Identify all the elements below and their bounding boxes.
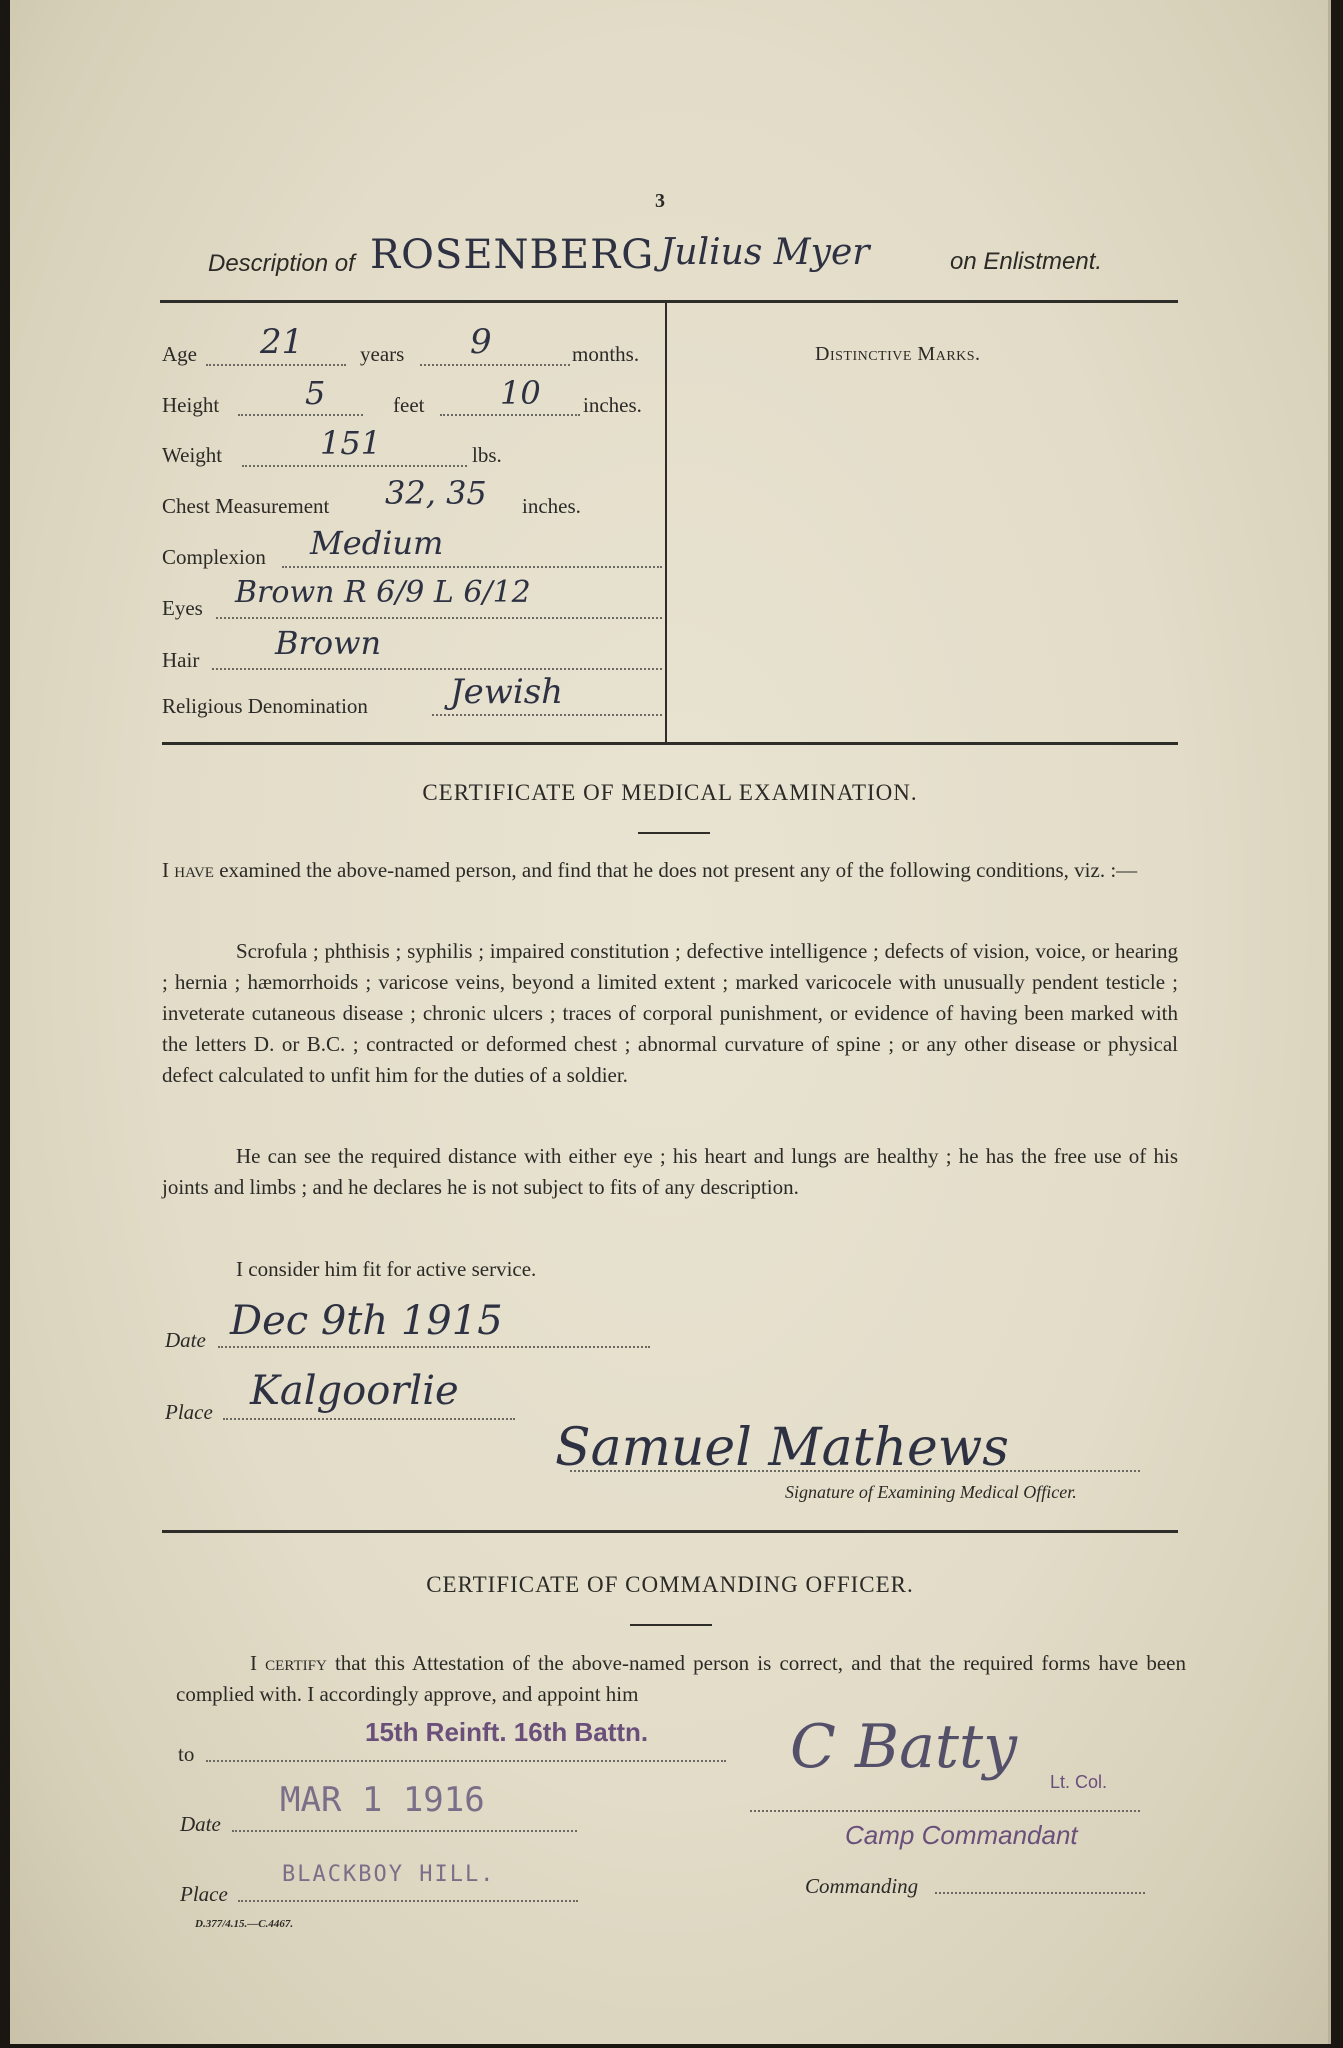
medical-para-2: Scrofula ; phthisis ; syphilis ; impaired constitution ; defective intelligence ; defects of vision, voice, or hearing ; hernia ; hæmorrhoids ; varicose veins, beyond a limited extent ; marked varicocele with unusually pendent testicle ; inveterate cutaneous disease ; chronic ulcers ; traces of corporal punishment, or evidence of having been marked with the letters D. or B.C. ; contracted or deformed chest ; abnormal curvature of spine ; or any other disease or physical defect calculated to unfit him for the duties of a soldier. — [162, 939, 1178, 1087]
medical-para-1-lead: I have — [162, 858, 214, 882]
complexion-label: Complexion — [162, 545, 266, 569]
given-names: Julius Myer — [660, 232, 870, 273]
medical-place-value: Kalgoorlie — [250, 1368, 459, 1414]
commanding-to-label: to — [178, 1742, 195, 1766]
years-label: years — [360, 342, 405, 366]
chest-value: 32, 35 — [385, 474, 487, 512]
hair-label: Hair — [162, 648, 200, 672]
age-label: Age — [162, 342, 197, 366]
commanding-para-lead: I certify — [250, 1651, 327, 1675]
religion-label: Religious Denomination — [162, 694, 368, 718]
description-suffix: on Enlistment. — [950, 248, 1103, 275]
commanding-date-value: MAR 1 1916 — [280, 1780, 485, 1820]
chest-inches-label: inches. — [522, 494, 581, 518]
attestation-page — [10, 0, 1331, 2044]
age-months: 9 — [470, 322, 492, 362]
eyes-value: Brown R 6/9 L 6/12 — [235, 575, 531, 610]
commanding-place-label: Place — [180, 1882, 228, 1906]
age-years: 21 — [260, 322, 304, 362]
commanding-to-value: 15th Reinft. 16th Battn. — [365, 1717, 649, 1747]
commanding-heading-underline — [630, 1624, 712, 1626]
medical-date-label: Date — [165, 1328, 206, 1352]
distinctive-marks-label: Distinctive Marks. — [815, 343, 981, 365]
table-bottom-rule — [162, 742, 1178, 745]
section-rule — [162, 1530, 1178, 1533]
weight-value: 151 — [320, 424, 382, 462]
medical-heading-underline — [638, 832, 710, 834]
medical-place-label: Place — [165, 1400, 213, 1424]
page-number: 3 — [655, 190, 665, 212]
commanding-para-text: that this Attestation of the above-named person is correct, and that the required forms have been complied with. I accordingly approve, and appoint him — [176, 1651, 1186, 1706]
commanding-heading: CERTIFICATE OF COMMANDING OFFICER. — [426, 1572, 914, 1597]
rank-stamp: Lt. Col. — [1050, 1772, 1108, 1792]
height-label: Height — [162, 393, 220, 417]
commanding-place-value: BLACKBOY HILL. — [282, 1862, 496, 1887]
medical-signature: Samuel Mathews — [555, 1418, 1009, 1478]
eyes-label: Eyes — [162, 596, 203, 620]
form-code: D.377/4.15.—C.4467. — [195, 1918, 294, 1930]
months-label: months. — [572, 342, 640, 366]
medical-para-1 — [162, 855, 1178, 886]
medical-heading: CERTIFICATE OF MEDICAL EXAMINATION. — [422, 780, 918, 805]
surname: ROSENBERG — [370, 232, 655, 278]
description-prefix: Description of — [208, 250, 355, 277]
complexion-value: Medium — [310, 524, 444, 562]
commanding-date-label: Date — [180, 1812, 221, 1836]
camp-commandant-stamp: Camp Commandant — [845, 1820, 1078, 1850]
commanding-para — [176, 1648, 1186, 1710]
height-inches: 10 — [500, 374, 541, 412]
medical-signature-label: Signature of Examining Medical Officer. — [785, 1482, 1077, 1502]
chest-label: Chest Measurement — [162, 494, 330, 518]
height-feet: 5 — [305, 374, 326, 412]
lbs-label: lbs. — [472, 443, 502, 467]
medical-para-1-text: examined the above-named person, and find that he does not present any of the following conditions, viz. :— — [219, 858, 1138, 882]
commanding-signature: C Batty — [790, 1712, 1017, 1782]
medical-para-3: He can see the required distance with either eye ; his heart and lungs are healthy ; he has the free use of his joints and limbs ; and he declares he is not subject to fits of any description. — [162, 1144, 1178, 1199]
religion-value: Jewish — [450, 672, 564, 712]
medical-para-4: I consider him fit for active service. — [236, 1257, 537, 1281]
medical-date-value: Dec 9th 1915 — [230, 1298, 503, 1344]
weight-label: Weight — [162, 443, 223, 467]
feet-label: feet — [393, 393, 425, 417]
hair-value: Brown — [275, 624, 382, 662]
top-rule — [160, 300, 1178, 303]
inches-label: inches. — [583, 393, 642, 417]
commanding-label: Commanding — [805, 1874, 919, 1898]
column-divider — [665, 302, 667, 742]
